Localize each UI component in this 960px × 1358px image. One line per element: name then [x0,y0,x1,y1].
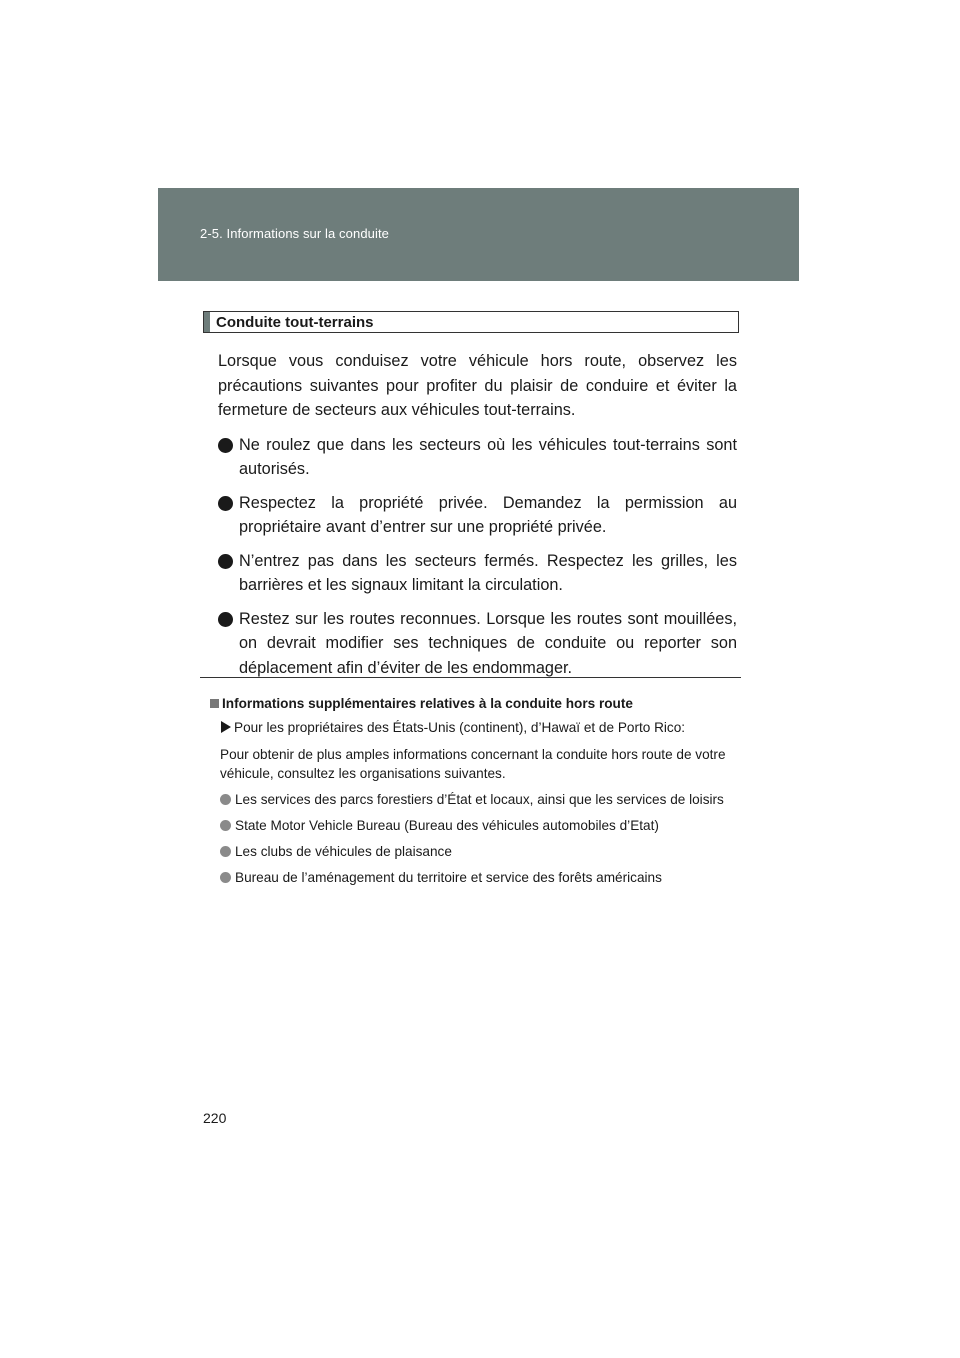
header-band [158,188,799,281]
supplement-title [210,694,736,713]
bullet-icon [220,820,231,831]
bullet-icon [218,496,233,511]
list-item-text: N’entrez pas dans les secteurs fermés. Respectez les grilles, les barrières et les signaux limitant la circulation. [239,551,737,594]
bullet-icon [220,872,231,883]
list-item [210,842,736,861]
audience-text: Pour les propriétaires des États-Unis (continent), d’Hawaï et de Porto Rico: [234,720,686,735]
list-item [210,868,736,887]
list-item [210,790,736,809]
heading-bar-icon [204,312,210,332]
list-item [218,491,737,540]
list-item [218,549,737,598]
bullet-icon [220,794,231,805]
page-number: 220 [203,1110,227,1126]
supplement-section [210,694,736,894]
bullet-icon [218,554,233,569]
list-item [218,607,737,681]
list-item [218,433,737,482]
list-item-text: Restez sur les routes reconnues. Lorsque les routes sont mouillées, on devrait modifier ses techniques de conduite ou reporter son déplacement afin d’éviter de les endommager. [239,609,737,677]
list-item-text: Ne roulez que dans les secteurs où les véhicules tout-terrains sont autorisés. [239,435,737,478]
bullet-icon [220,846,231,857]
list-item-text: State Motor Vehicle Bureau (Bureau des véhicules automobiles d’Etat) [235,818,659,833]
bullet-icon [218,438,233,453]
section-title: Conduite tout-terrains [216,314,374,331]
supplement-intro: Pour obtenir de plus amples informations concernant la conduite hors route de votre véhicule, consultez les organisations suivantes. [220,747,726,781]
list-item-text: Les clubs de véhicules de plaisance [235,844,452,859]
section-heading [203,311,739,333]
main-content [218,349,737,689]
breadcrumb: 2-5. Informations sur la conduite [200,226,390,241]
right-triangle-icon [221,721,231,733]
list-item-text: Respectez la propriété privée. Demandez la permission au propriétaire avant d’entrer sur une propriété privée. [239,493,737,536]
list-item [210,816,736,835]
supplement-title-text: Informations supplémentaires relatives à la conduite hors route [222,696,633,711]
audience-note [210,718,736,737]
intro-paragraph: Lorsque vous conduisez votre véhicule hors route, observez les précautions suivantes pour profiter du plaisir de conduire et éviter la fermeture de secteurs aux véhicules tout-terrains. [218,352,737,419]
square-icon [210,699,219,708]
bullet-icon [218,612,233,627]
list-item-text: Les services des parcs forestiers d’État et locaux, ainsi que les services de loisirs [235,792,724,807]
divider [200,677,741,678]
list-item-text: Bureau de l’aménagement du territoire et service des forêts américains [235,870,662,885]
